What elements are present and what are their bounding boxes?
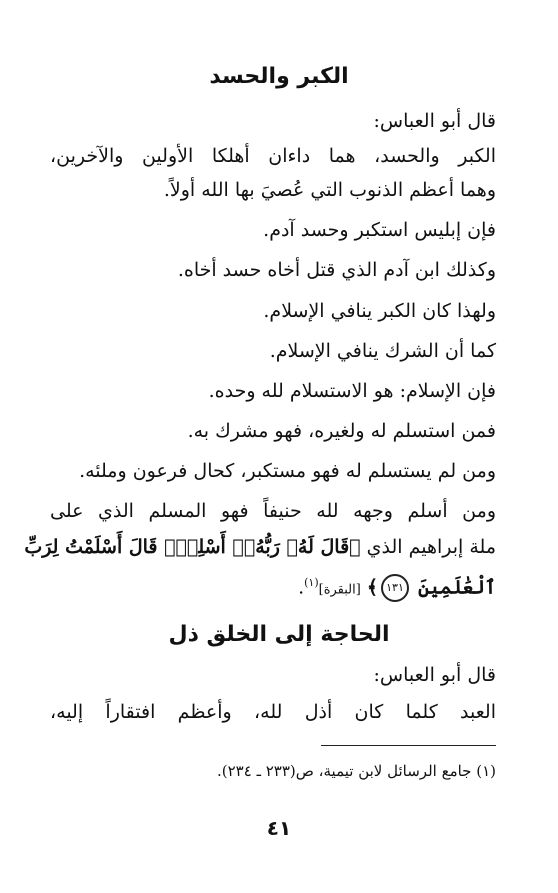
section-title-pride-envy: الكبر والحسد: [209, 64, 349, 89]
quran-verse-part-1: ﴿قَالَ لَهُۥ رَبُّهُۥٓ أَسْلِمْۖ قَالَ أَسْلَمْتُ لِرَبِّ: [24, 536, 361, 558]
paragraph-line-4: وكذلك ابن آدم الذي قتل أخاه حسد أخاه.: [177, 259, 496, 281]
paragraph-line-6: كما أن الشرك ينافي الإسلام.: [269, 340, 496, 362]
section-title-need-creation: الحاجة إلى الخلق ذل: [168, 622, 390, 647]
speaker-line: قال أبو العباس:: [373, 110, 496, 132]
paragraph-line-10: ومن أسلم وجهه لله حنيفاً فهو المسلم الذي على: [50, 500, 496, 522]
verse-close-bracket: ﴾: [366, 576, 379, 599]
footnote-text: (١) جامع الرسائل لابن تيمية، ص(٢٣٣ ـ ٢٣٤).: [217, 762, 496, 780]
paragraph-line-3: فإن إبليس استكبر وحسد آدم.: [263, 219, 496, 241]
paragraph-line-5: ولهذا كان الكبر ينافي الإسلام.: [263, 300, 496, 322]
paragraph-line-9: ومن لم يستسلم له فهو مستكبر، كحال فرعون وملئه.: [79, 460, 496, 482]
verse-end-period: .: [298, 576, 305, 599]
footnote-divider: [321, 745, 496, 746]
paragraph-line-7: فإن الإسلام: هو الاستسلام لله وحده.: [208, 380, 496, 402]
page-number: ٤١: [266, 816, 292, 840]
paragraph-line-1: الكبر والحسد، هما داءان أهلكا الأولين والآخرين،: [50, 145, 496, 167]
verse-line-2: [50, 568, 496, 605]
paragraph-line-2: وهما أعظم الذنوب التي عُصيَ بها الله أولاً.: [163, 179, 496, 201]
sura-reference: [البقرة]: [318, 582, 361, 598]
ayah-number-icon: ١٣١: [381, 574, 409, 602]
quran-verse-part-2: ٱلْعَٰلَمِينَ: [418, 576, 496, 599]
speaker-line-2: قال أبو العباس:: [373, 664, 496, 686]
footnote-marker: (١): [304, 576, 319, 589]
paragraph-line-8: فمن استسلم له ولغيره، فهو مشرك به.: [187, 420, 496, 442]
verse-line-1: [24, 532, 496, 562]
paragraph2-line-1: العبد كلما كان أذل لله، وأعظم افتقاراً إليه،: [50, 701, 496, 723]
verse-intro: ملة إبراهيم الذي: [366, 536, 496, 558]
